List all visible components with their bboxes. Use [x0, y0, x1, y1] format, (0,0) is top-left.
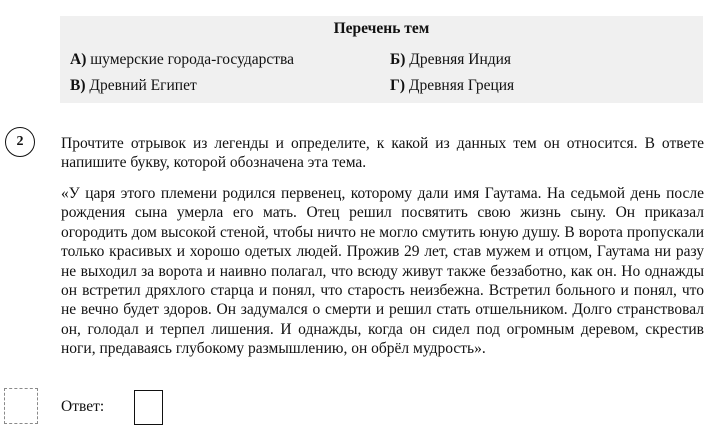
topic-b-letter: Б) [390, 51, 406, 68]
answer-input-box[interactable] [134, 390, 163, 425]
topic-b [390, 51, 511, 69]
question-instruction: Прочтите отрывок из легенды и определите, к какой из данных тем он относится. В ответе напишите букву, которой обозначена эта тема. [61, 135, 704, 171]
topics-title: Перечень тем [333, 20, 430, 37]
answer-label: Ответ: [61, 398, 105, 415]
topic-a-text: шумерские города-государства [90, 51, 295, 68]
topic-a [70, 51, 294, 69]
topic-v-text: Древний Египет [89, 77, 197, 94]
topic-g-letter: Г) [390, 77, 406, 94]
legend-passage: «У царя этого племени родился первенец, которому дали имя Гаутама. На седьмой день после рождения сына умерла его мать. Отец решил посвятить свою жизнь сыну. Он приказал огородить дом высокой стеной, чтобы ничто не могло смутить юную душу. В ворота пропускали только красивых и хорошо одетых людей. Прожив 29 лет, став мужем и отцом, Гаутама ни разу не выходил за ворота и наивно полагал, что всюду живут также беззаботно, как он. Но однажды он встретил дряхлого старца и понял, что старость неизбежна. Встретил больного и понял, что не вечно будет здоров. Он задумался о смерти и решил стать отшельником. Долго странствовал он, голодал и терпел лишения. И однажды, когда он сидел под огромным деревом, скрестив ноги, предаваясь глубокому размышлению, он обрёл мудрость». [61, 185, 704, 358]
topic-g [390, 77, 514, 95]
topic-b-text: Древняя Индия [409, 51, 512, 68]
topic-a-letter: А) [70, 51, 87, 68]
score-box [4, 388, 38, 424]
topic-v [70, 77, 197, 95]
topic-v-letter: В) [70, 77, 86, 94]
question-number-badge: 2 [5, 127, 35, 157]
topic-g-text: Древняя Греция [408, 77, 515, 94]
topics-list-box [60, 16, 703, 103]
